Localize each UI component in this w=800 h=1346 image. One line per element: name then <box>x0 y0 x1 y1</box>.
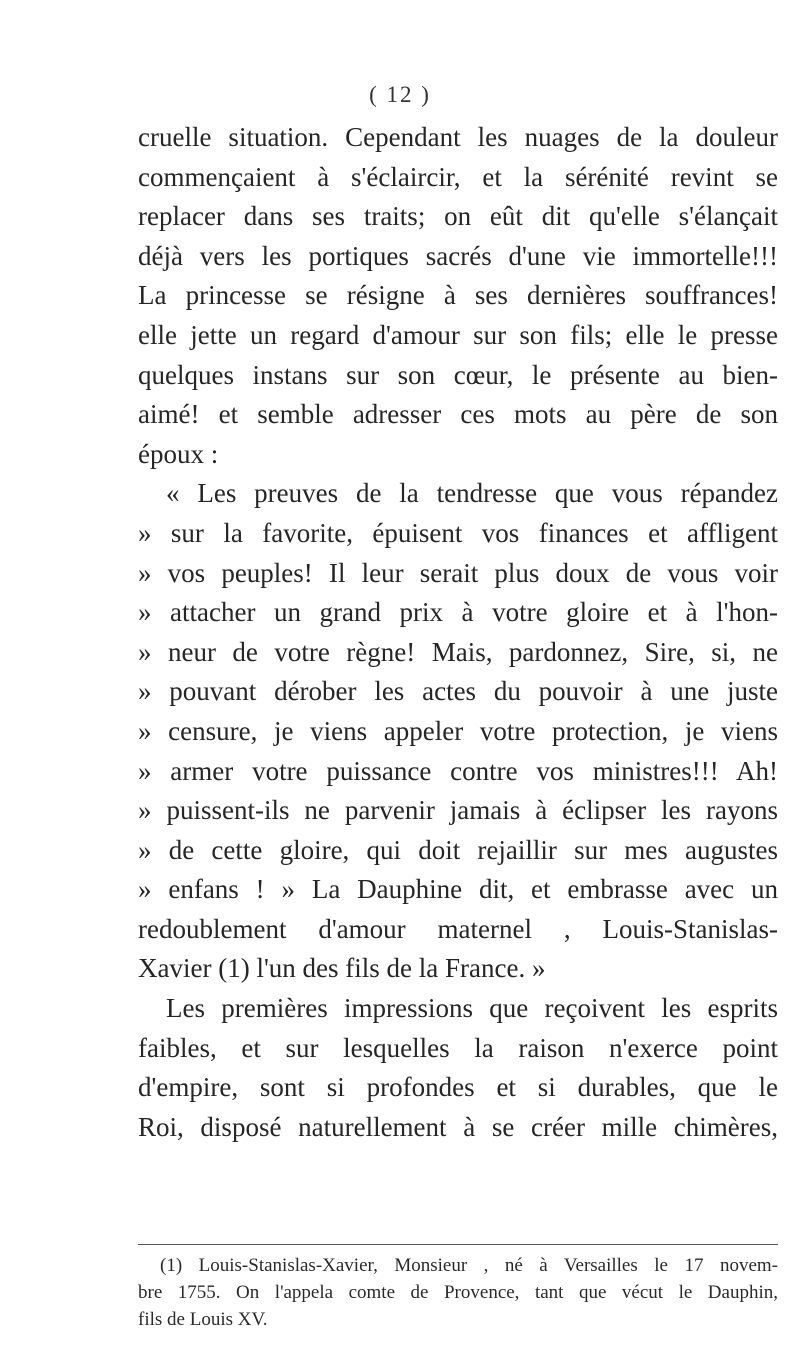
text-line: redoublement d'amour maternel , Louis-Stanislas- <box>138 913 778 944</box>
text-line: commençaient à s'éclaircir, et la sérénité revint se <box>138 161 778 192</box>
text-line: replacer dans ses traits; on eût dit qu'elle s'élançait <box>138 201 778 232</box>
text-line: elle jette un regard d'amour sur son fils; elle le presse <box>138 319 778 350</box>
quote-line: « Les preuves de la tendresse que vous répandez <box>166 478 778 509</box>
text-line: époux : <box>138 438 219 469</box>
quote-line: » enfans ! » La Dauphine dit, et embrasse avec un <box>138 874 778 905</box>
text-line: d'empire, sont si profondes et si durables, que le <box>138 1072 778 1103</box>
footnote <box>138 1252 778 1333</box>
text-line: aimé! et semble adresser ces mots au père de son <box>138 399 778 430</box>
text-line: cruelle situation. Cependant les nuages de la douleur <box>138 122 778 152</box>
body-text <box>138 118 778 1147</box>
quote-line: » attacher un grand prix à votre gloire et à l'hon- <box>138 597 778 628</box>
footnote-line: bre 1755. On l'appela comte de Provence, tant que vécut le Dauphin, <box>138 1282 778 1303</box>
footnote-divider <box>138 1244 778 1245</box>
quote-line: » neur de votre règne! Mais, pardonnez, Sire, si, ne <box>138 636 778 667</box>
quote-line: » censure, je viens appeler votre protection, je viens <box>138 715 778 746</box>
quote-line: » puissent-ils ne parvenir jamais à éclipser les rayons <box>138 795 778 826</box>
text-line: déjà vers les portiques sacrés d'une vie immortelle!!! <box>138 240 778 271</box>
text-line: faibles, et sur lesquelles la raison n'exerce point <box>138 1032 778 1063</box>
page-number: ( 12 ) <box>369 82 431 107</box>
quote-line: » armer votre puissance contre vos ministres!!! Ah! <box>138 755 778 786</box>
text-line: quelques instans sur son cœur, le présente au bien- <box>138 359 778 390</box>
quote-line: » vos peuples! Il leur serait plus doux de vous voir <box>138 557 778 588</box>
footnote-line: (1) Louis-Stanislas-Xavier, Monsieur , né à Versailles le 17 novem- <box>160 1255 778 1276</box>
footnote-line: fils de Louis XV. <box>138 1309 268 1330</box>
quote-line: » sur la favorite, épuisent vos finances et affligent <box>138 517 778 548</box>
text-line: Roi, disposé naturellement à se créer mille chimères, <box>138 1111 778 1142</box>
text-line: Xavier (1) l'un des fils de la France. » <box>138 953 546 984</box>
quote-line: » de cette gloire, qui doit rejaillir sur mes augustes <box>138 834 778 865</box>
paragraph-start-line: Les premières impressions que reçoivent les esprits <box>166 993 778 1024</box>
quote-line: » pouvant dérober les actes du pouvoir à une juste <box>138 676 778 707</box>
text-line: La princesse se résigne à ses dernières souffrances! <box>138 280 778 311</box>
